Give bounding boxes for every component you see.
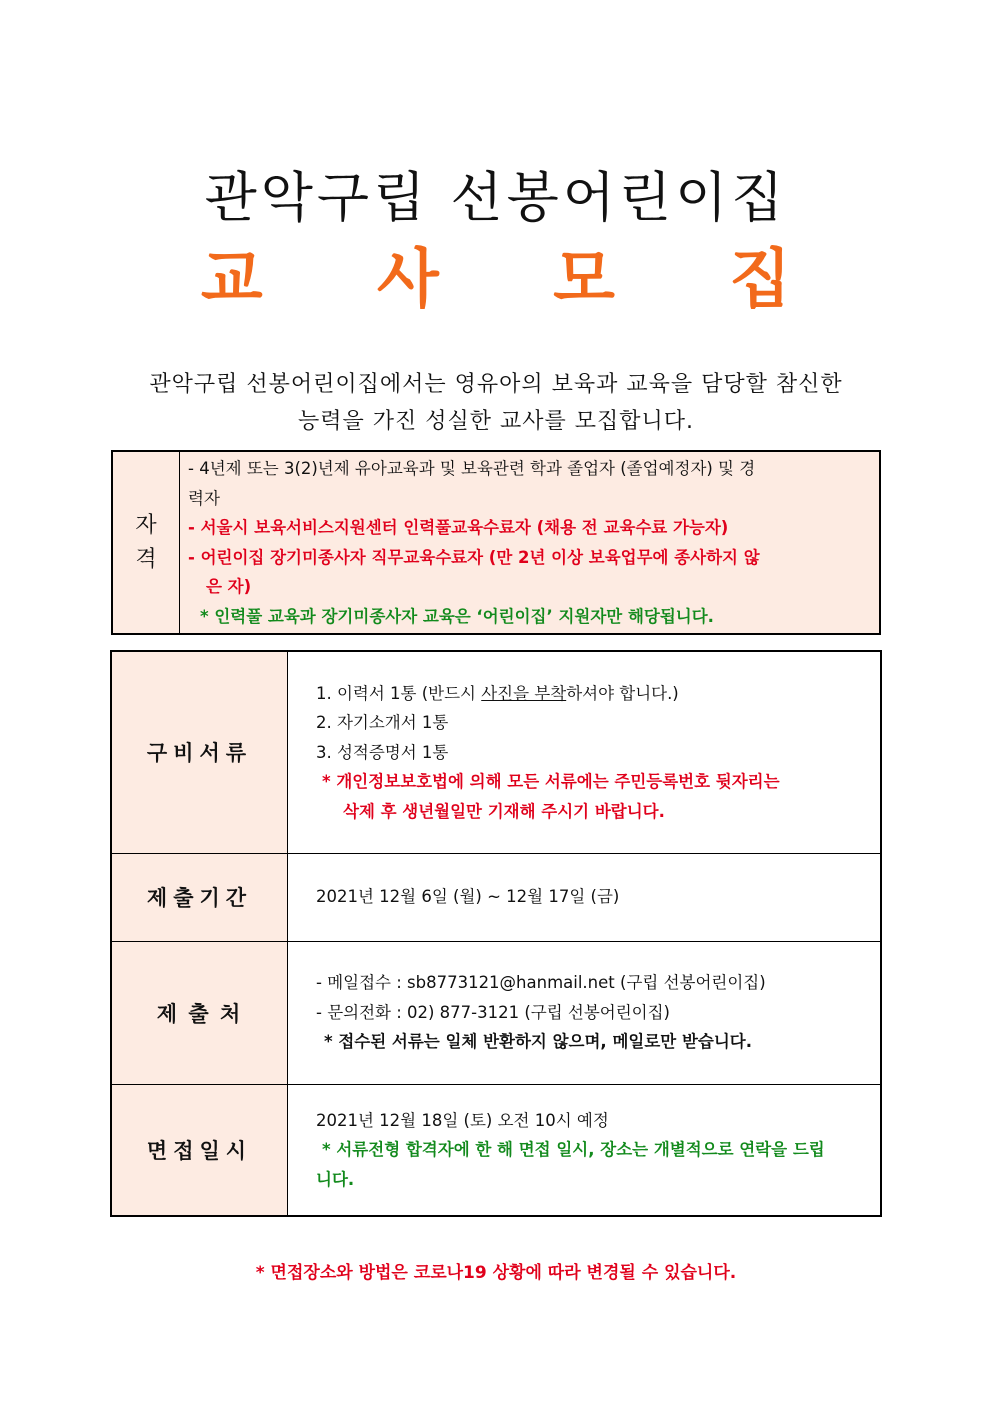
submission-phone: - 문의전화 : 02) 877-3121 (구립 선봉어린이집) <box>316 1002 670 1022</box>
qualification-item-1: - 4년제 또는 3(2)년제 유아교육과 및 보육관련 학과 졸업자 (졸업예정자) 및 경 <box>188 459 756 478</box>
interview-note: * 서류전형 합격자에 한 해 면접 일시, 장소는 개별적으로 연락을 드립 <box>322 1140 825 1159</box>
interview-note-cont: 니다. <box>316 1169 355 1189</box>
page-title: 관악구립 선봉어린이집 <box>204 166 788 229</box>
qualifications-content <box>180 451 881 634</box>
recruitment-details-table <box>110 650 882 1217</box>
document-item-3: 3. 성적증명서 1통 <box>316 742 449 762</box>
interview-content <box>288 1084 882 1216</box>
submission-email: - 메일접수 : sb8773121@hanmail.net (구립 선봉어린이집) <box>316 973 766 993</box>
documents-content <box>288 651 882 853</box>
intro-paragraph <box>90 366 902 440</box>
qualifications-label: 자 격 <box>112 451 180 634</box>
document-item-2: 2. 자기소개서 1통 <box>316 713 449 732</box>
submission-label: 제 출 처 <box>111 941 288 1084</box>
footer-notice: * 면접장소와 방법은 코로나19 상황에 따라 변경될 수 있습니다. <box>255 1263 737 1283</box>
intro-line-2: 능력을 가진 성실한 교사를 모집합니다. <box>298 409 694 434</box>
period-value: 2021년 12월 6일 (월) ~ 12월 17일 (금) <box>288 853 882 941</box>
submission-content <box>288 941 882 1084</box>
intro-line-1: 관악구립 선봉어린이집에서는 영유아의 보육과 교육을 담당할 참신한 <box>149 372 843 397</box>
documents-note: * 개인정보보호법에 의해 모든 서류에는 주민등록번호 뒷자리는 <box>322 772 780 791</box>
recruitment-heading: 교 사 모 집 <box>200 243 838 317</box>
qualification-note: * 인력풀 교육과 장기미종사자 교육은 ‘어린이집’ 지원자만 해당됩니다. <box>200 606 714 626</box>
documents-label: 구비서류 <box>111 651 288 853</box>
submission-note: * 접수된 서류는 일체 반환하지 않으며, 메일로만 받습니다. <box>324 1032 752 1052</box>
qualification-item-3: - 어린이집 장기미종사자 직무교육수료자 (만 2년 이상 보육업무에 종사하지 않 <box>188 547 760 567</box>
documents-note-cont: 삭제 후 생년월일만 기재해 주시기 바랍니다. <box>343 801 665 821</box>
qualification-item-2: - 서울시 보육서비스지원센터 인력풀교육수료자 (채용 전 교육수료 가능자) <box>188 518 729 537</box>
photo-required-text: 사진을 부착 <box>481 683 567 703</box>
period-label: 제출기간 <box>111 853 288 941</box>
qualifications-table <box>111 450 881 635</box>
document-item-1: 1. 이력서 1통 (반드시 사진을 부착하셔야 합니다.) <box>316 683 679 703</box>
interview-label: 면접일시 <box>111 1084 288 1216</box>
qualification-item-3-cont: 은 자) <box>206 577 252 596</box>
qualification-item-1-cont: 력자 <box>188 488 220 508</box>
interview-date: 2021년 12월 18일 (토) 오전 10시 예정 <box>316 1110 609 1130</box>
